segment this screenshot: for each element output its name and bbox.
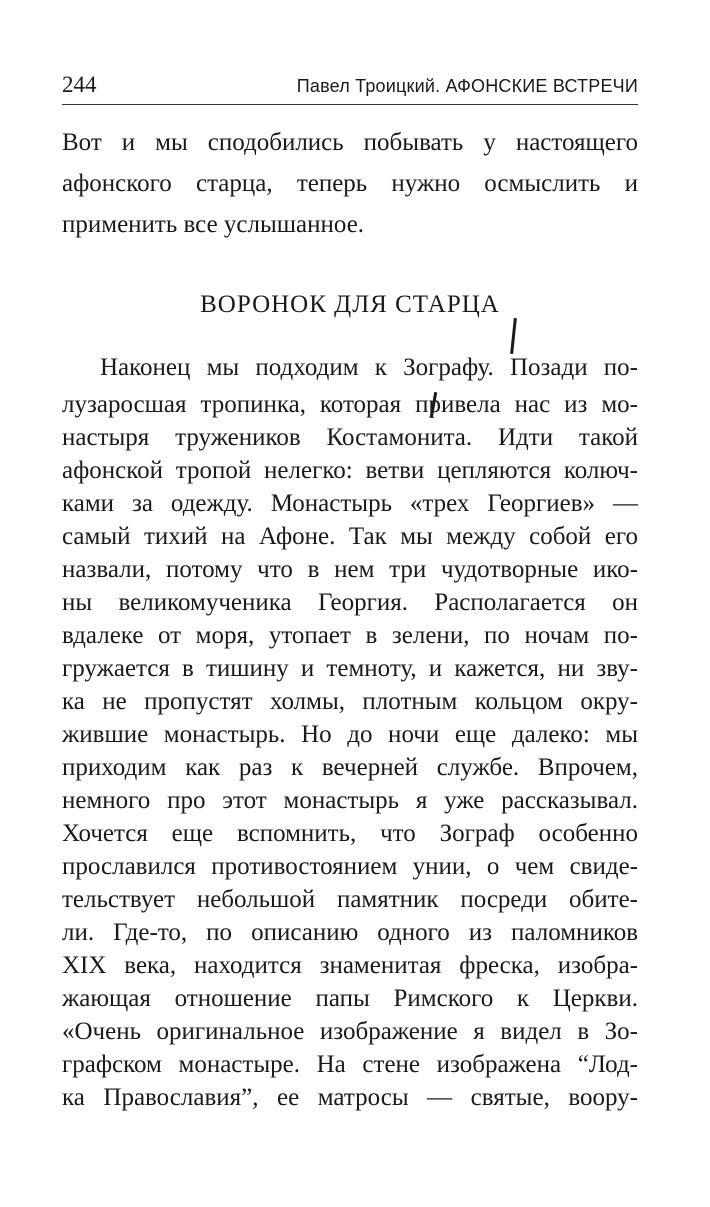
text-line: жившие монастырь. Но до ночи еще далеко: мы [62, 721, 638, 748]
text-line: ны великомученика Георгия. Располагается он [62, 589, 638, 616]
text-line: применить все услышанное. [62, 211, 365, 238]
text-line: афонского старца, теперь нужно осмыслить и [62, 170, 638, 197]
text-line: настыря тружеников Костамонита. Идти такой [62, 424, 638, 451]
text-line: Вот и мы сподобились побывать у настоящего [62, 129, 638, 156]
text-line: ка не пропустят холмы, плотным кольцом окру- [62, 688, 638, 715]
section-heading: ВОРОНОК ДЛЯ СТАРЦА [200, 291, 500, 318]
text-line: афонской тропой нелегко: ветви цепляются колюч- [62, 457, 638, 484]
text-line: Наконец мы подходим к Зографу. Позади по- [100, 354, 638, 381]
header-rule [62, 104, 638, 105]
text-line: гружается в тишину и темноту, и кажется, ни зву- [62, 655, 638, 682]
text-line: приходим как раз к вечерней службе. Впрочем, [62, 754, 638, 781]
page-number: 244 [62, 72, 97, 97]
text-line: вдалеке от моря, утопает в зелени, по ночам по- [62, 622, 638, 649]
text-line: ка Православия”, ее матросы — святые, воору- [62, 1084, 638, 1111]
text-line: ками за одежду. Монастырь «трех Георгиев» — [62, 490, 638, 517]
text-line: немного про этот монастырь я уже рассказывал. [62, 787, 638, 814]
text-line: ли. Где-то, по описанию одного из паломников [62, 919, 638, 946]
text-line: прославился противостоянием унии, о чем свиде- [62, 853, 638, 880]
text-line: тельствует небольшой памятник посреди обите- [62, 886, 638, 913]
text-line: «Очень оригинальное изображение я видел в Зо- [62, 1018, 638, 1045]
text-line: Хочется еще вспомнить, что Зограф особенно [62, 820, 638, 847]
running-head: Павел Троицкий. АФОНСКИЕ ВСТРЕЧИ [296, 76, 638, 96]
text-line: жающая отношение папы Римского к Церкви. [62, 985, 638, 1012]
text-line: XIX века, находится знаменитая фреска, изобра- [62, 952, 638, 979]
text-line: графском монастыре. На стене изображена “Лод- [62, 1051, 638, 1078]
text-line: самый тихий на Афоне. Так мы между собой его [62, 523, 638, 550]
text-line: лузаросшая тропинка, которая привела нас из мо- [62, 391, 638, 418]
text-line: назвали, потому что в нем три чудотворные ико- [62, 556, 638, 583]
